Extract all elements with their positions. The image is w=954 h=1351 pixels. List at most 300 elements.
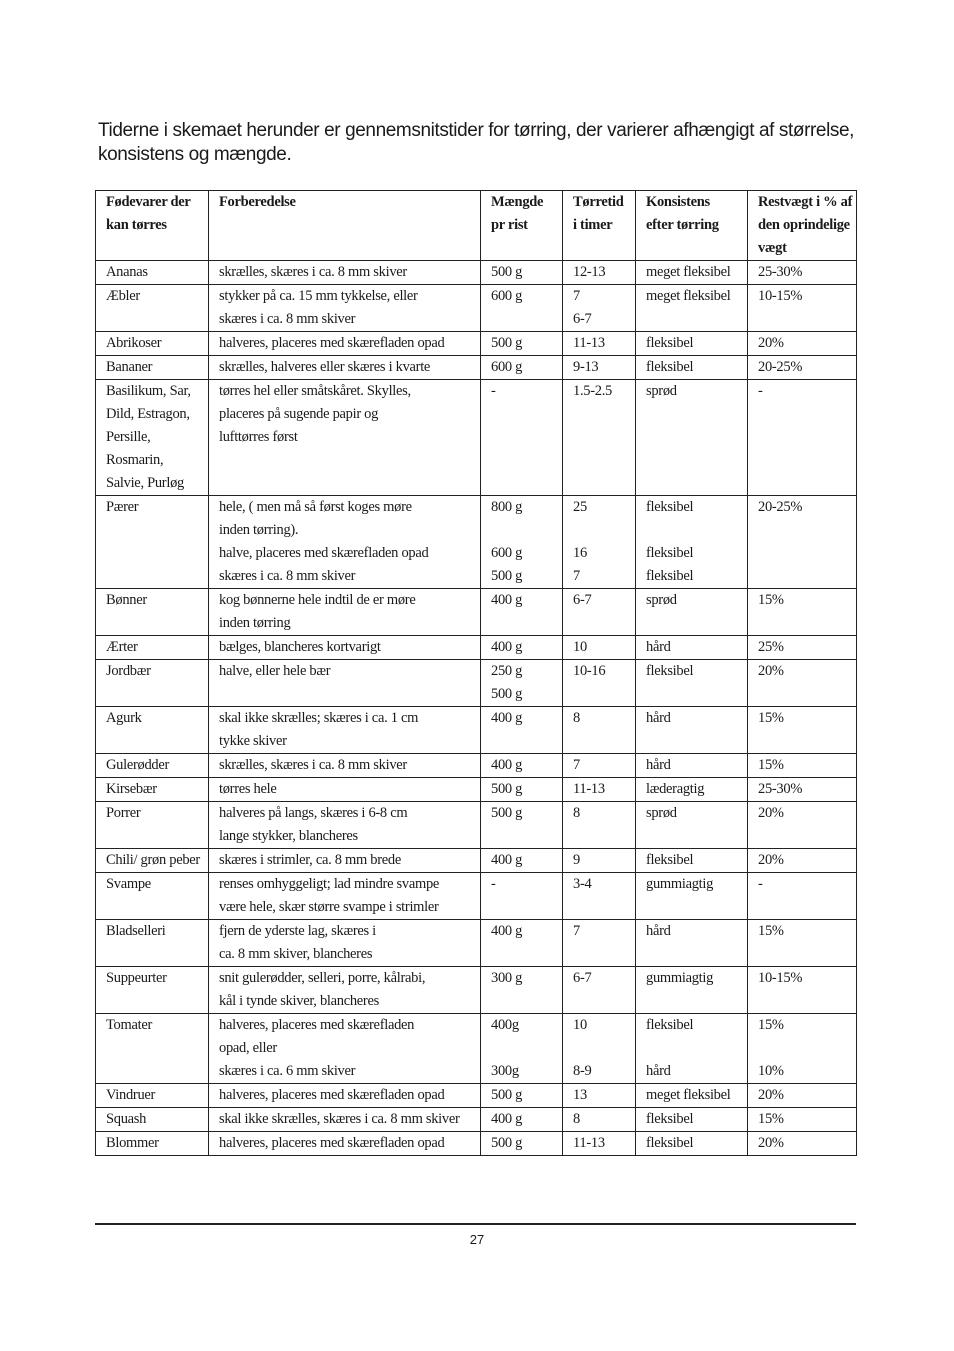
cell-food [96,356,209,380]
cell-line: 20-25% [758,499,803,515]
cell-food [96,920,209,967]
cell-consistency [636,707,748,754]
cell-quantity [481,332,563,356]
cell-line: meget fleksibel [646,1087,731,1103]
cell-consistency [636,967,748,1014]
table-row [96,849,857,873]
cell-drying-time [563,873,636,920]
cell-quantity [481,589,563,636]
cell-line: 11-13 [573,335,605,351]
cell-line: 9 [573,852,580,868]
cell-food [96,778,209,802]
cell-line: meget fleksibel [646,288,731,304]
cell-line: 500 g [491,1087,523,1103]
cell-residual-weight [748,778,857,802]
cell-residual-weight [748,1014,857,1084]
table-row [96,496,857,589]
cell-line: meget fleksibel [646,264,731,280]
cell-residual-weight [748,380,857,496]
cell-line: 600 g [491,359,523,375]
cell-line: Bønner [106,592,147,608]
table-row [96,380,857,496]
cell-line: 25-30% [758,264,803,280]
cell-drying-time [563,660,636,707]
cell-line: snit gulerødder, selleri, porre, kålrabi, [219,970,426,986]
cell-line: 7 [573,568,580,584]
cell-line: Agurk [106,710,142,726]
cell-preparation [209,754,481,778]
table-row [96,1108,857,1132]
cell-quantity [481,285,563,332]
cell-quantity [481,802,563,849]
table-row [96,285,857,332]
cell-line: 500 g [491,805,523,821]
cell-line: skrælles, skæres i ca. 8 mm skiver [219,757,407,773]
cell-line: 11-13 [573,1135,605,1151]
cell-consistency [636,920,748,967]
cell-preparation [209,920,481,967]
cell-line: 20% [758,335,784,351]
cell-consistency [636,754,748,778]
cell-line: 300 g [491,970,523,986]
cell-line [646,519,747,542]
cell-line: 20-25% [758,359,803,375]
header-line: Forberedelse [219,194,296,210]
cell-line: gummiagtig [646,970,714,986]
cell-line: 20% [758,805,784,821]
cell-residual-weight [748,920,857,967]
cell-quantity [481,873,563,920]
cell-residual-weight [748,589,857,636]
cell-drying-time [563,332,636,356]
table-row [96,589,857,636]
cell-quantity [481,920,563,967]
cell-line: Ananas [106,264,148,280]
cell-residual-weight [748,1108,857,1132]
table-row [96,261,857,285]
cell-quantity [481,849,563,873]
cell-line: 20% [758,1087,784,1103]
cell-consistency [636,636,748,660]
cell-food [96,754,209,778]
cell-quantity [481,967,563,1014]
cell-residual-weight [748,1132,857,1156]
cell-line: være hele, skær større svampe i strimler [219,899,439,915]
table-row [96,873,857,920]
cell-line: 600 g [491,288,523,304]
header-drying-time [563,191,636,261]
cell-drying-time [563,754,636,778]
cell-line: 8 [573,1111,580,1127]
cell-consistency [636,380,748,496]
cell-line: tykke skiver [219,733,287,749]
cell-line: 10-16 [573,663,606,679]
intro-text [98,119,868,167]
cell-drying-time [563,1108,636,1132]
cell-line: Chili/ grøn peber [106,852,200,868]
cell-food [96,636,209,660]
cell-line: lufttørres først [219,429,298,445]
cell-food [96,380,209,496]
cell-quantity [481,356,563,380]
table-row [96,1014,857,1084]
cell-line: Svampe [106,876,151,892]
cell-line: kog bønnerne hele indtil de er møre [219,592,416,608]
cell-drying-time [563,1014,636,1084]
cell-line: renses omhyggeligt; lad mindre svampe [219,876,440,892]
cell-residual-weight [748,802,857,849]
cell-line: 400 g [491,1111,523,1127]
cell-line: hård [646,757,671,773]
table-body [96,261,857,1156]
cell-line: lange stykker, blancheres [219,828,358,844]
cell-line: skrælles, skæres i ca. 8 mm skiver [219,264,407,280]
cell-line: 500 g [491,335,523,351]
cell-line [573,1037,635,1060]
table-row [96,1132,857,1156]
header-line: den oprindelige [758,217,850,233]
header-line: kan tørres [106,217,167,233]
cell-residual-weight [748,636,857,660]
header-preparation [209,191,481,261]
cell-line: halveres, placeres med skærefladen opad [219,1087,445,1103]
cell-line: fleksibel [646,568,694,584]
cell-consistency [636,802,748,849]
cell-line: 20% [758,852,784,868]
cell-line: 20% [758,1135,784,1151]
cell-line: 10% [758,1063,784,1079]
cell-line: Bananer [106,359,153,375]
cell-consistency [636,356,748,380]
cell-consistency [636,849,748,873]
cell-preparation [209,1108,481,1132]
cell-line: 25-30% [758,781,803,797]
header-line: Tørretid [573,194,624,210]
cell-line: Abrikoser [106,335,162,351]
header-quantity [481,191,563,261]
cell-residual-weight [748,707,857,754]
cell-line: 12-13 [573,264,606,280]
cell-food [96,261,209,285]
cell-quantity [481,636,563,660]
footer-rule [95,1223,856,1225]
cell-line: 400 g [491,757,523,773]
cell-residual-weight [748,1084,857,1108]
cell-line: placeres på sugende papir og [219,406,379,422]
cell-line: 25% [758,639,784,655]
cell-line: stykker på ca. 15 mm tykkelse, eller [219,288,418,304]
cell-line [573,519,635,542]
cell-line: Jordbær [106,663,151,679]
header-consistency [636,191,748,261]
cell-line [758,1037,856,1060]
cell-line: 16 [573,545,587,561]
cell-line: sprød [646,805,677,821]
cell-line: 11-13 [573,781,605,797]
cell-preparation [209,873,481,920]
cell-drying-time [563,356,636,380]
cell-line: 25 [573,499,587,515]
cell-quantity [481,660,563,707]
cell-consistency [636,660,748,707]
cell-residual-weight [748,967,857,1014]
cell-line: Pærer [106,499,139,515]
cell-line: fleksibel [646,852,694,868]
cell-drying-time [563,778,636,802]
cell-line: skæres i ca. 8 mm skiver [219,568,356,584]
cell-residual-weight [748,261,857,285]
cell-line [646,1037,747,1060]
cell-food [96,660,209,707]
cell-residual-weight [748,496,857,589]
cell-residual-weight [748,356,857,380]
cell-line: 9-13 [573,359,599,375]
cell-drying-time [563,802,636,849]
cell-line: Kirsebær [106,781,157,797]
cell-line: hård [646,710,671,726]
cell-line: Vindruer [106,1087,156,1103]
cell-consistency [636,778,748,802]
cell-line: halveres på langs, skæres i 6-8 cm [219,805,408,821]
cell-line: kål i tynde skiver, blancheres [219,993,379,1009]
cell-line: fleksibel [646,335,694,351]
table-row [96,332,857,356]
cell-line: 13 [573,1087,587,1103]
header-line: i timer [573,217,613,233]
cell-line: - [758,383,763,399]
cell-preparation [209,1014,481,1084]
cell-line: 3-4 [573,876,592,892]
cell-line: 400 g [491,923,523,939]
cell-line: Rosmarin, [106,452,164,468]
cell-line: 15% [758,757,784,773]
cell-line: 6-7 [573,311,592,327]
cell-consistency [636,589,748,636]
intro-line-2: konsistens og mængde. [98,144,292,165]
cell-line: fleksibel [646,359,694,375]
cell-residual-weight [748,754,857,778]
cell-preparation [209,380,481,496]
cell-line: 15% [758,1017,784,1033]
cell-quantity [481,380,563,496]
cell-line: 400 g [491,852,523,868]
cell-line: 7 [573,923,580,939]
cell-line: 400 g [491,592,523,608]
table-row [96,660,857,707]
cell-food [96,1084,209,1108]
cell-line: inden tørring). [219,522,299,538]
cell-quantity [481,1084,563,1108]
cell-line: 6-7 [573,592,592,608]
cell-drying-time [563,967,636,1014]
cell-drying-time [563,1084,636,1108]
cell-quantity [481,261,563,285]
cell-drying-time [563,636,636,660]
cell-line: 300g [491,1063,519,1079]
cell-drying-time [563,261,636,285]
cell-line: skrælles, halveres eller skæres i kvarte [219,359,431,375]
cell-line: inden tørring [219,615,291,631]
cell-line: 10-15% [758,970,803,986]
cell-line: opad, eller [219,1040,277,1056]
cell-drying-time [563,380,636,496]
table-row [96,356,857,380]
cell-line: 250 g [491,663,523,679]
cell-line: læderagtig [646,781,705,797]
cell-consistency [636,1132,748,1156]
cell-quantity [481,754,563,778]
cell-preparation [209,1084,481,1108]
cell-consistency [636,1014,748,1084]
cell-food [96,285,209,332]
page-number: 27 [469,1232,485,1247]
table-row [96,778,857,802]
cell-line: Suppeurter [106,970,167,986]
cell-line: Porrer [106,805,141,821]
cell-line: fleksibel [646,545,694,561]
cell-line: Dild, Estragon, [106,406,190,422]
cell-consistency [636,1108,748,1132]
cell-line: Gulerødder [106,757,170,773]
cell-line: 15% [758,592,784,608]
cell-line: 6-7 [573,970,592,986]
cell-quantity [481,1132,563,1156]
cell-drying-time [563,496,636,589]
cell-line: 7 [573,757,580,773]
cell-line: 400 g [491,639,523,655]
cell-preparation [209,261,481,285]
cell-food [96,967,209,1014]
cell-line: ca. 8 mm skiver, blancheres [219,946,373,962]
header-line: efter tørring [646,217,719,233]
cell-preparation [209,778,481,802]
header-row [96,191,857,261]
drying-table [95,190,857,1156]
cell-residual-weight [748,873,857,920]
cell-preparation [209,1132,481,1156]
cell-line: 10-15% [758,288,803,304]
cell-preparation [209,849,481,873]
header-line: Fødevarer der [106,194,191,210]
cell-line: fleksibel [646,1017,694,1033]
cell-line: 500 g [491,1135,523,1151]
cell-line: skæres i strimler, ca. 8 mm brede [219,852,401,868]
cell-line: skæres i ca. 8 mm skiver [219,311,356,327]
header-line: Konsistens [646,194,710,210]
cell-line: fjern de yderste lag, skæres i [219,923,376,939]
cell-line: Bladselleri [106,923,166,939]
cell-preparation [209,967,481,1014]
cell-consistency [636,332,748,356]
cell-residual-weight [748,849,857,873]
cell-preparation [209,707,481,754]
cell-consistency [636,1084,748,1108]
cell-drying-time [563,920,636,967]
table-row [96,754,857,778]
cell-preparation [209,356,481,380]
cell-line: 500 g [491,568,523,584]
cell-line: Basilikum, Sar, [106,383,191,399]
cell-line: fleksibel [646,1111,694,1127]
header-line: Mængde [491,194,544,210]
header-residual-weight [748,191,857,261]
cell-preparation [209,802,481,849]
cell-preparation [209,660,481,707]
cell-line: gummiagtig [646,876,714,892]
cell-quantity [481,1108,563,1132]
cell-line: Blommer [106,1135,159,1151]
cell-line: tørres hel eller småtskåret. Skylles, [219,383,411,399]
cell-line: Tomater [106,1017,153,1033]
cell-food [96,589,209,636]
cell-line: halveres, placeres med skærefladen opad [219,335,445,351]
cell-line: halveres, placeres med skærefladen [219,1017,415,1033]
cell-line: Squash [106,1111,147,1127]
cell-line: Ærter [106,639,138,655]
cell-consistency [636,261,748,285]
cell-line: 1.5-2.5 [573,383,612,399]
cell-line: Salvie, Purløg [106,475,184,491]
cell-line: - [758,876,763,892]
cell-line: 400g [491,1017,519,1033]
table-row [96,967,857,1014]
cell-consistency [636,285,748,332]
cell-line: halveres, placeres med skærefladen opad [219,1135,445,1151]
table-row [96,1084,857,1108]
cell-line: 15% [758,1111,784,1127]
header-line: vægt [758,240,787,256]
cell-food [96,802,209,849]
cell-line: 10 [573,639,587,655]
cell-food [96,496,209,589]
cell-food [96,332,209,356]
cell-line [491,1037,562,1060]
cell-line: hele, ( men må så først koges møre [219,499,412,515]
cell-quantity [481,707,563,754]
cell-line [491,519,562,542]
cell-line: 400 g [491,710,523,726]
intro-line-1: Tiderne i skemaet herunder er gennemsnitstider for tørring, der varierer afhængigt af størrelse, [98,120,855,141]
cell-quantity [481,496,563,589]
cell-food [96,1132,209,1156]
table-row [96,707,857,754]
cell-residual-weight [748,285,857,332]
cell-residual-weight [748,332,857,356]
cell-line: hård [646,639,671,655]
cell-line: 8 [573,710,580,726]
cell-food [96,1108,209,1132]
header-line: Restvægt i % af [758,194,853,210]
cell-line: halve, placeres med skærefladen opad [219,545,429,561]
cell-line: 7 [573,288,580,304]
cell-line: sprød [646,383,677,399]
cell-line: Persille, [106,429,151,445]
cell-consistency [636,873,748,920]
cell-line: 15% [758,710,784,726]
header-line: pr rist [491,217,528,233]
cell-line: 20% [758,663,784,679]
cell-drying-time [563,849,636,873]
cell-line: sprød [646,592,677,608]
cell-line: 8-9 [573,1063,592,1079]
table-row [96,920,857,967]
cell-drying-time [563,707,636,754]
cell-preparation [209,332,481,356]
cell-quantity [481,1014,563,1084]
header-food [96,191,209,261]
cell-preparation [209,589,481,636]
cell-quantity [481,778,563,802]
